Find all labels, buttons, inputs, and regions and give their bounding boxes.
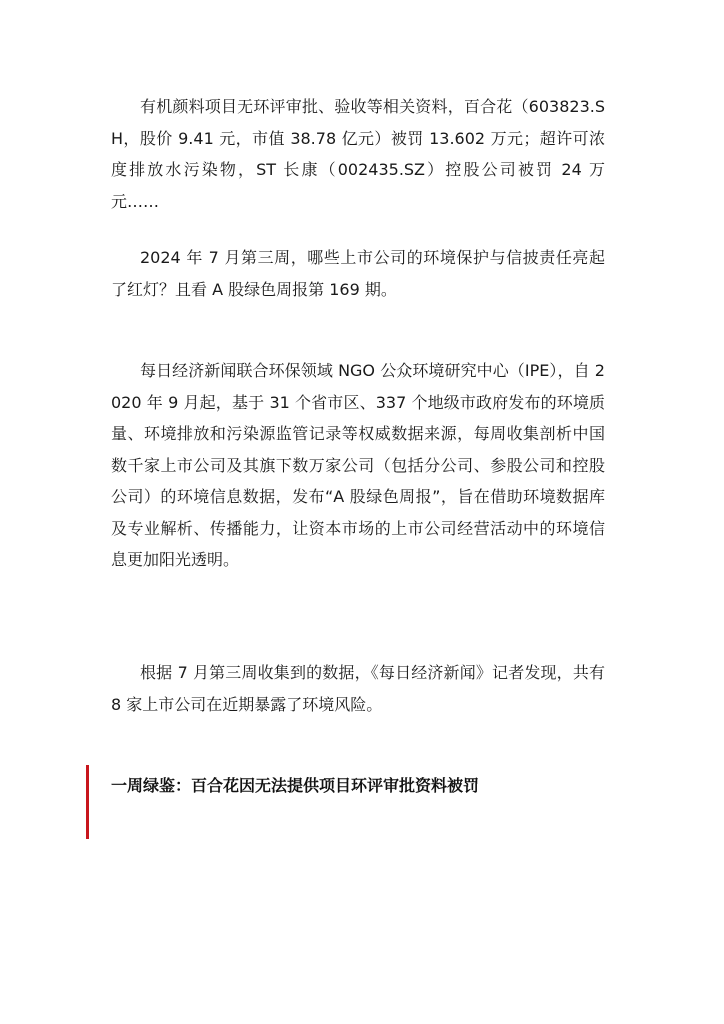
section-accent-bar bbox=[86, 765, 89, 839]
section-heading: 一周绿鉴：百合花因无法提供项目环评审批资料被罚 bbox=[111, 776, 480, 795]
paragraph-penalty-summary: 有机颜料项目无环评审批、验收等相关资料，百合花（603823.SH，股价 9.41 元，市值 38.78 亿元）被罚 13.602 万元；超许可浓度排放水污染物，ST 长康（002435.SZ）控股公司被罚 24 万元…… bbox=[111, 97, 605, 211]
paragraph-report-background: 每日经济新闻联合环保领域 NGO 公众环境研究中心（IPE），自 2020 年 9 月起，基于 31 个省市区、337 个地级市政府发布的环境质量、环境排放和污染源监管记录等权威数据来源，每周收集剖析中国数千家上市公司及其旗下数万家公司（包括分公司、参股公司和控股公司）的环境信息数据，发布“A 股绿色周报”，旨在借助环境数据库及专业解析、传播能力，让资本市场的上市公司经营活动中的环境信息更加阳光透明。 bbox=[111, 361, 605, 569]
paragraph-weekly-intro: 2024 年 7 月第三周，哪些上市公司的环境保护与信披责任亮起了红灯？且看 A 股绿色周报第 169 期。 bbox=[111, 248, 605, 299]
paragraph-findings: 根据 7 月第三周收集到的数据，《每日经济新闻》记者发现，共有 8 家上市公司在近期暴露了环境风险。 bbox=[111, 663, 605, 714]
